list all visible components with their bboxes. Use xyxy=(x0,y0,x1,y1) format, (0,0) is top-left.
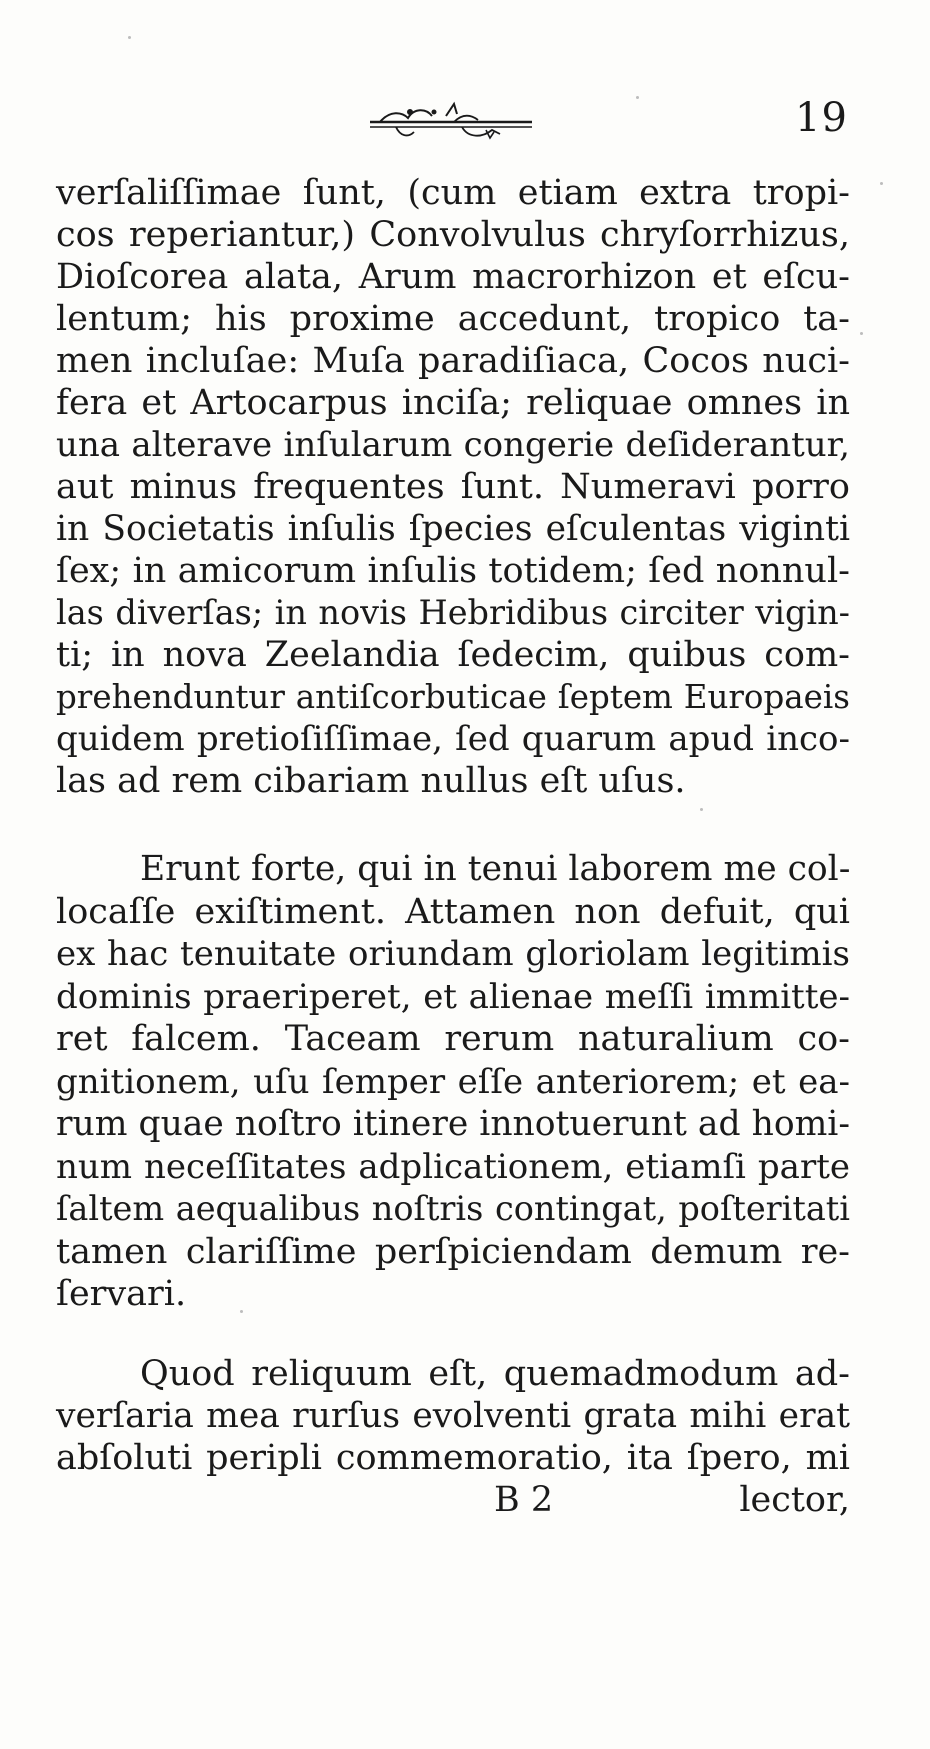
text-line: ſex; in amicorum inſulis totidem; ſed nonnul- xyxy=(56,551,850,591)
text-line: in Societatis inſulis ſpecies eſculentas viginti xyxy=(56,509,850,549)
paper-speck xyxy=(636,96,639,99)
text-line: lentum; his proxime accedunt, tropico ta- xyxy=(56,299,850,339)
text-line: rum quae noſtro itinere innotuerunt ad homi- xyxy=(56,1104,850,1144)
text-line: gnitionem, uſu ſemper eſſe anteriorem; et ea- xyxy=(56,1061,850,1102)
text-line: cos reperiantur,) Convolvulus chryſorrhizus, xyxy=(56,215,850,255)
text-line: ti; in nova Zeelandia ſedecim, quibus com- xyxy=(56,635,850,675)
paper-speck xyxy=(860,332,863,335)
text-line: prehenduntur antiſcorbuticae ſeptem Europaeis xyxy=(56,678,850,716)
text-line: abſoluti peripli commemoratio, ita ſpero, mi xyxy=(56,1438,850,1478)
paper-speck xyxy=(240,1310,243,1313)
text-line: las diverſas; in novis Hebridibus circiter vigin- xyxy=(56,593,850,632)
text-line: ret falcem. Taceam rerum naturalium co- xyxy=(56,1019,850,1059)
text-line: tamen clariſſime perſpiciendam demum re- xyxy=(56,1231,850,1272)
paragraph-1 xyxy=(56,172,850,802)
text-line: fera et Artocarpus inciſa; reliquae omnes in xyxy=(56,383,850,423)
catchword: lector, xyxy=(739,1480,850,1520)
text-line: Erunt forte, qui in tenui laborem me col- xyxy=(140,849,851,889)
text-line: men incluſae: Muſa paradiſiaca, Cocos nuci- xyxy=(56,341,850,381)
signature-mark: B 2 xyxy=(494,1480,554,1520)
text-line: Quod reliquum eſt, quemadmodum ad- xyxy=(140,1354,850,1394)
text-line: ſaltem aequalibus noſtris contingat, poſteritati xyxy=(56,1189,850,1228)
text-line: locaſſe exiſtiment. Attamen non defuit, qui xyxy=(56,891,850,932)
page-number: 19 xyxy=(795,95,848,141)
vine-ornament-icon xyxy=(366,100,536,144)
paper-speck xyxy=(880,182,883,185)
text-line: verſaliſſimae ſunt, (cum etiam extra tropi- xyxy=(56,173,850,213)
text-line: verſaria mea rurſus evolventi grata mihi erat xyxy=(56,1396,850,1436)
text-line: Dioſcorea alata, Arum macrorhizon et eſcu- xyxy=(56,257,850,297)
paper-speck xyxy=(700,808,703,811)
text-line: las ad rem cibariam nullus eſt uſus. xyxy=(56,761,686,801)
paragraph-2 xyxy=(56,848,850,1316)
page-footer xyxy=(56,1479,850,1521)
text-line: ex hac tenuitate oriundam gloriolam legitimis xyxy=(56,934,850,974)
text-line: aut minus frequentes ſunt. Numeravi porro xyxy=(56,467,850,507)
paragraph-3 xyxy=(56,1353,850,1479)
text-line: ſervari. xyxy=(56,1274,187,1314)
paper-speck xyxy=(128,36,131,39)
text-line: una alterave inſularum congerie deſiderantur, xyxy=(56,425,850,465)
text-line: num neceſſitates adplicationem, etiamſi parte xyxy=(56,1146,850,1187)
text-line: dominis praeriperet, et alienae meſſi immitte- xyxy=(56,976,850,1017)
text-line: quidem pretioſiſſimae, ſed quarum apud inco- xyxy=(56,719,850,759)
